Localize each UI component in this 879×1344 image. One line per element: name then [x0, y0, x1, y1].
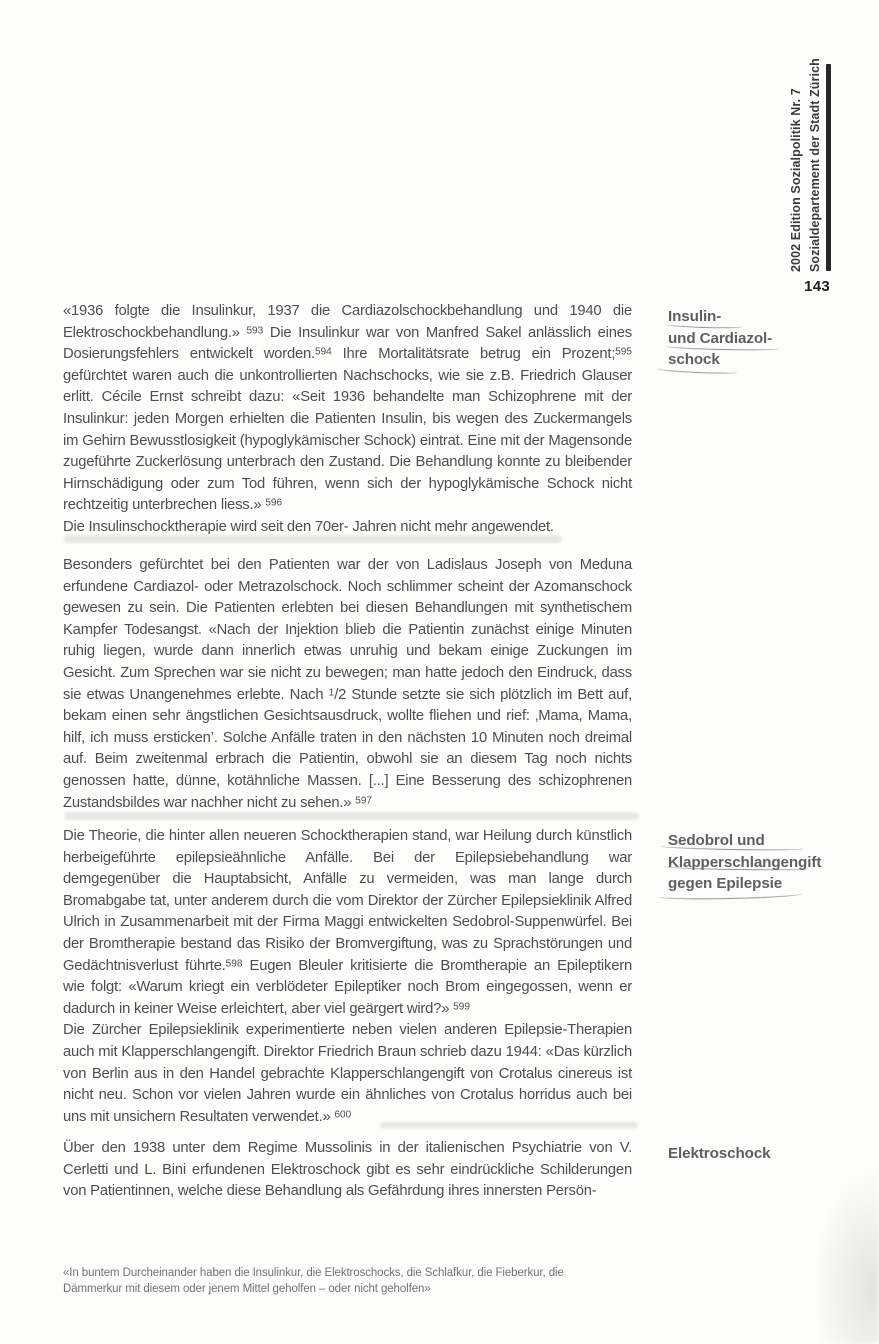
- margin-note-line: und Cardiazol-: [668, 329, 773, 347]
- paragraph-cardiazolschock: Besonders gefürchtet bei den Patienten war der von Ladislaus Joseph von Meduna erfundene Cardiazol- oder Metrazolschock. Noch schlimmer scheint der Azomanschock gewesen zu sein. Die Patienten erlebten bei diesen Behandlungen mit synthetischem Kampfer Todesangst. «Nach der Injektion blieb die Patientin zunächst einige Minuten ruhig liegen, wurde dann innerlich etwas unruhig und bekam einige Zuckungen im Gesicht. Zum Sprechen war sie nicht zu bewegen; man hatte jedoch den Eindruck, dass sie etwas Unangenehmes erlebte. Nach $^1$/2 Stunde setzte sie sich plötzlich im Bett auf, bekam einen sehr ängstlichen Gesichtsausdruck, wollte fliehen und rief: ‚Mama, Mama, hilf, ich muss ersticken’. Solche Anfälle traten in den nächsten 10 Minuten noch dreimal auf. Beim zweitenmal erbrach die Patientin, obwohl sie an diesem Tag noch nichts genossen hatte, dünne, kotähnliche Massen. [...] Eine Besserung des schizophrenen Zustandsbildes war nachher nicht zu sehen.» $^{597}$: [63, 557, 632, 811]
- margin-note-line: Insulin-: [668, 308, 722, 325]
- footnote: «In buntem Durcheinander haben die Insulinkur, die Elektroschocks, die Schlafkur, die Fieberkur, die Dämmerkur mit diesem oder jenem Mittel geholfen – oder nicht geholfen»: [63, 1267, 564, 1295]
- bleed-through-artifact: [64, 535, 562, 543]
- paragraph-elektroschock: Über den 1938 unter dem Regime Mussolinis in der italienischen Psychiatrie von V. Cerletti und L. Bini erfundenen Elektroschock gibt es sehr eindrückliche Schilderungen von Patientinnen, welche diese Behandlung als Gefährdung ihres innersten Persön-: [63, 1140, 632, 1200]
- paragraph-insulinkur: «1936 folgte die Insulinkur, 1937 die Cardiazolschockbehandlung und 1940 die Elektroschockbehandlung.» $^{593}$ Die Insulinkur war von Manfred Sakel anlässlich eines Dosierungsfehlers entwickelt worden.$^{594}$ Ihre Mortalitätsrate betrug ein Prozent;$^{595}$ gefürchtet waren auch die unkontrollierten Nachschocks, wie sie z.B. Friedrich Glauser erlitt. Cécile Ernst schreibt dazu: «Seit 1936 behandelte man Schizophrene mit der Insulinkur: jeden Morgen erhielten die Patienten Insulin, bis wegen des Zuckermangels im Gehirn Bewusstlosigkeit (hypoglykämischer Schock) eintrat. Eine mit der Magensonde zugeführte Zuckerlösung unterbrach den Zustand. Die Behandlung konnte zu bleibender Hirnschädigung oder zum Tod führen, wenn sich der hypoglykämische Schock nicht rechtzeitig unterbrechen liess.» $^{596}$ Die Insulinschocktherapie wird seit den 70er- Jahren nicht mehr angewendet.: [63, 303, 632, 535]
- bleed-through-artifact: [64, 812, 639, 820]
- scan-smudge: [807, 1160, 879, 1344]
- edition-imprint: [787, 58, 825, 272]
- margin-note-line: Sedobrol und: [668, 832, 765, 849]
- margin-note-line: Elektroschock: [668, 1145, 771, 1162]
- margin-note-insulin-cardiazolschock: [668, 306, 818, 371]
- imprint-line-2: Sozialdepartement der Stadt Zürich: [807, 58, 822, 272]
- margin-note-sedobrol-klapperschlangengift: [668, 830, 822, 895]
- bleed-through-artifact: [380, 1122, 638, 1128]
- margin-note-line: schock: [668, 351, 720, 368]
- paragraph-sedobrol-klapperschlangengift: Die Theorie, die hinter allen neueren Schocktherapien stand, war Heilung durch künstlich herbeigeführte epilepsieähnliche Anfälle. Bei der Epilepsiebehandlung war demgegenüber die Hauptabsicht, Anfälle zu vermeiden, was man lange durch Bromabgabe tat, unter anderem durch die vom Direktor der Zürcher Epilepsieklinik Alfred Ulrich in Zusammenarbeit mit der Firma Maggi entwickelten Sedobrol-Suppenwürfel. Bei der Bromtherapie bestand das Risiko der Bromvergiftung, was zu Sprachstörungen und Gedächtnisverlust führte.$^{598}$ Eugen Bleuler kritisierte die Bromtherapie an Epileptikern wie folgt: «Warum kriegt ein verblödeter Epileptiker noch Brom eingegossen, wenn er dadurch in keiner Weise erleichtert, aber viel geärgert wird?» $^{599}$ Die Zürcher Epilepsieklinik experimentierte neben vielen anderen Epilepsie-Therapien auch mit Klapperschlangengift. Direktor Friedrich Braun schrieb dazu 1944: «Das kürzlich von Berlin aus in den Handel gebrachte Klapperschlangengift von Crotalus cinereus ist nicht neu. Schon vor vielen Jahren wurde ein ähnliches von Crotalus horridus auch bei uns mit unsichern Resultaten verwendet.» $^{600}$: [63, 828, 632, 1125]
- margin-note-elektroschock: [668, 1143, 818, 1165]
- margin-note-line: Klapperschlangengift: [668, 853, 822, 871]
- imprint-rule: [826, 64, 831, 271]
- margin-note-line: gegen Epilepsie: [668, 875, 783, 892]
- imprint-line-1: 2002 Edition Sozialpolitik Nr. 7: [789, 88, 803, 272]
- page-number: 143: [804, 278, 830, 295]
